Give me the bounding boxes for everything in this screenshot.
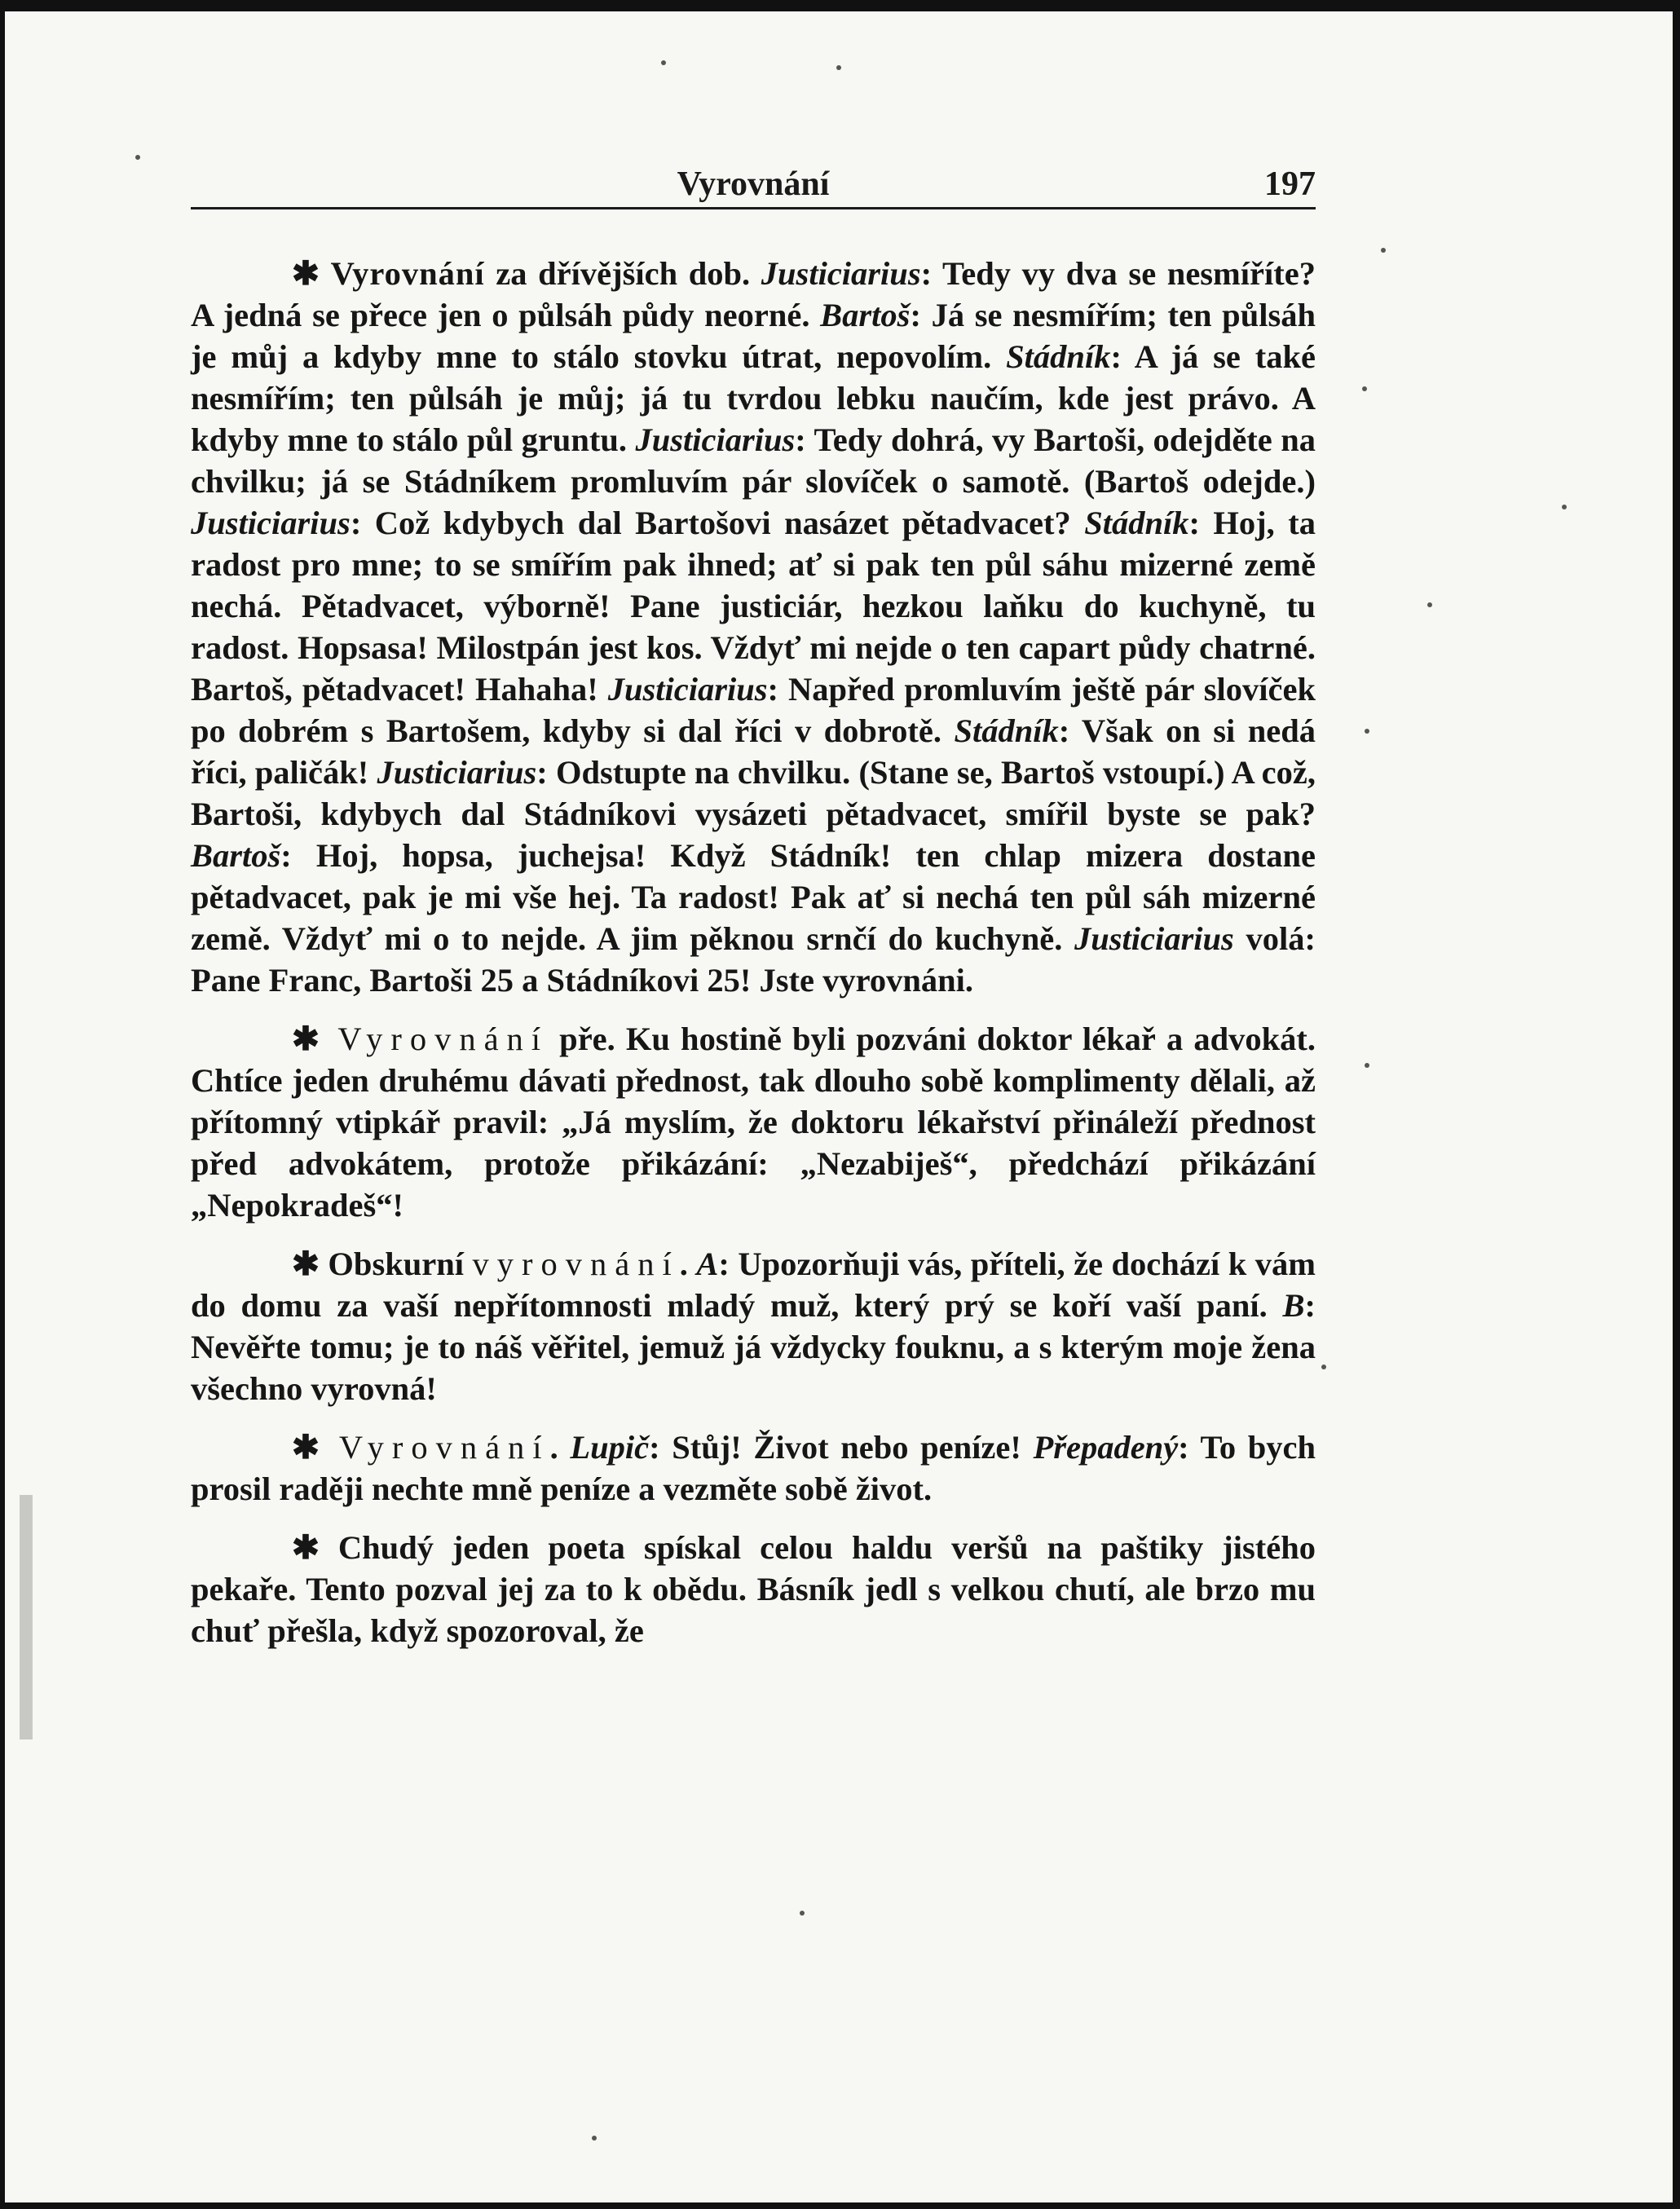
speck xyxy=(661,60,666,65)
speck xyxy=(1381,248,1386,253)
speck xyxy=(1365,729,1369,734)
paragraph-entry-4: ✱ Vyrovnání. Lupič: Stůj! Život nebo peníze! Přepadený: To bych prosil raději nechte mně peníze a vezměte sobě život. xyxy=(191,1429,1316,1507)
paragraph-entry-5: ✱ Chudý jeden poeta spískal celou haldu veršů na paštiky jistého pekaře. Tento pozval jej za to k obědu. Básník jedl s velkou chutí, ale brzo mu chuť přešla, když spozoroval, že xyxy=(191,1529,1316,1649)
page-number: 197 xyxy=(1264,165,1316,203)
paragraph-entry-2: ✱ Vyrovnání pře. Ku hostině byli pozváni doktor lékař a advokát. Chtíce jeden druhému dávati přednost, tak dlouho sobě komplimenty dělali, až přítomný vtipkář pravil: „Já myslím, že doktoru lékařství přináleží přednost před advokátem, protože přikázání: „Nezabiješ“, předchází přikázání „Nepokradeš“! xyxy=(191,1021,1316,1224)
speck xyxy=(1562,505,1567,509)
asterisk-icon: ✱ xyxy=(292,1246,320,1282)
speck xyxy=(1362,386,1367,391)
asterisk-icon: ✱ xyxy=(292,1021,320,1057)
asterisk-icon: ✱ xyxy=(292,1429,320,1466)
speck xyxy=(1321,1365,1326,1369)
running-header xyxy=(191,165,1316,209)
paragraph-entry-3: ✱ Obskurní vyrovnání. A: Upozorňuji vás, příteli, že dochází k vám do domu za vaší nepřítomnosti mladý muž, který prý se koří vaší paní. B: Nevěřte tomu; je to náš věřitel, jemuž já vždycky fouknu, a s kterým moje žena všechno vyrovná! xyxy=(191,1246,1316,1407)
speck xyxy=(592,2136,597,2141)
speck xyxy=(836,65,841,70)
speck xyxy=(1427,602,1432,607)
page-edge-shadow xyxy=(20,1495,33,1739)
body-text xyxy=(191,253,1316,1669)
speck xyxy=(135,155,140,160)
speck xyxy=(800,1911,805,1916)
paragraph-entry-1: ✱ Vyrovnání za dřívějších dob. Justiciarius: Tedy vy dva se nesmíříte? A jedná se přece jen o půlsáh půdy neorné. Bartoš: Já se nesmířím; ten půlsáh je můj a kdyby mne to stálo stovku útrat, nepovolím. Stádník: A já se také nesmířím; ten půlsáh je můj; já tu tvrdou lebku naučím, kde jest právo. A kdyby mne to stálo půl gruntu. Justiciarius: Tedy dohrá, vy Bartoši, odejděte na chvilku; já se Stádníkem promluvím pár slovíček o samotě. (Bartoš odejde.) Justiciarius: Což kdybych dal Bartošovi nasázet pětadvacet? Stádník: Hoj, ta radost pro mne; to se smířím pak ihned; ať si pak ten půl sáhu mizerné země nechá. Pětadvacet, výborně! Pane justiciár, hezkou laňku do kuchyně, tu radost. Hopsasa! Milostpán jest kos. Vždyť mi nejde o ten capart půdy chatrné. Bartoš, pětadvacet! Hahaha! Justiciarius: Napřed promluvím ještě pár slovíček po dobrém s Bartošem, kdyby si dal říci v dobrotě. Stádník: Však on si nedá říci, paličák! Justiciarius: Odstupte na chvilku. (Stane se, Bartoš vstoupí.) A což, Bartoši, kdybych dal Stádníkovi vysázeti pětadvacet, smířil byste se pak? Bartoš: Hoj, hopsa, juchejsa! Když Stádník! ten chlap mizera dostane pětadvacet, pak je mi vše hej. Ta radost! Pak ať si nechá ten půl sáh mizerné země. Vždyť mi o to nejde. A jim pěknou srnčí do kuchyně. Justiciarius volá: Pane Franc, Bartoši 25 a Stádníkovi 25! Jste vyrovnáni. xyxy=(191,255,1316,999)
running-header-title: Vyrovnání xyxy=(677,165,830,203)
asterisk-icon: ✱ xyxy=(292,255,320,292)
speck xyxy=(1365,1063,1369,1068)
asterisk-icon: ✱ xyxy=(292,1529,320,1566)
book-page xyxy=(5,11,1673,2202)
